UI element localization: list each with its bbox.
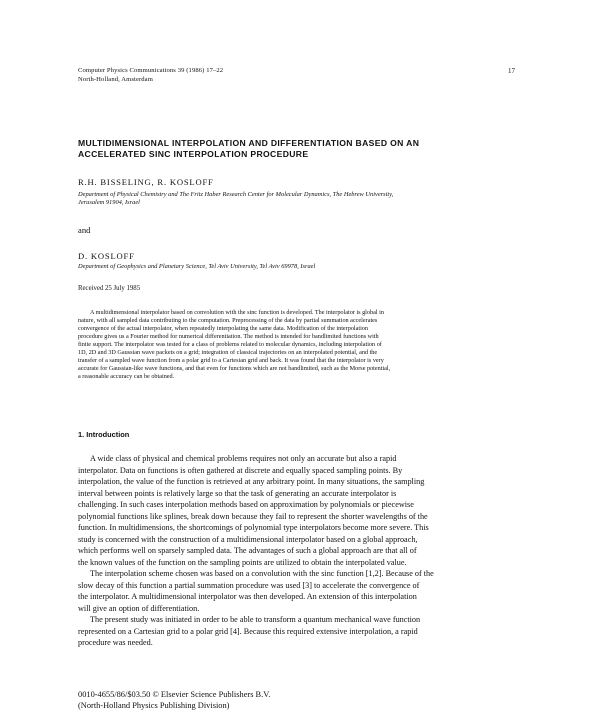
received-date: Received 25 July 1985 [78, 285, 141, 292]
body-line: slow decay of this function a partial summation procedure was used [3] to accelerate the convergence of [78, 580, 420, 590]
abstract-line: nature, with all sampled data contributing to the computation. Preprocessing of the data by partial summation accelerates [78, 317, 378, 324]
body-line: function. In multidimensions, the shortcomings of polynomial type interpolators become more severe. This [78, 523, 429, 532]
section-body [78, 453, 514, 649]
article-title [78, 138, 538, 160]
author-affiliation: Department of Geophysics and Planetary Science, Tel Aviv University, Tel Aviv 69978, Israel [78, 263, 316, 270]
abstract-line: 1D, 2D and 3D Gaussian wave packets on a grid; integration of classical trajectories on an interpolated potential, and the [78, 349, 378, 356]
abstract-line: transfer of a sampled wave function from a polar grid to a Cartesian grid and back. It was found that the interpolator is very [78, 357, 384, 364]
body-line: represented on a Cartesian grid to a polar grid [4]. Because this required extensive interpolation, a rapid [78, 626, 418, 636]
paragraph [78, 614, 514, 649]
paragraph [78, 453, 514, 568]
abstract-line: procedure gives us a Fourier method for numerical differentiation. The method is intended for bandlimited functions with [78, 333, 379, 340]
journal-citation: Computer Physics Communications 39 (1986) 17–22 [78, 67, 224, 74]
body-line: A wide class of physical and chemical problems requires not only an accurate but also a rapid [90, 454, 397, 463]
body-line: study is concerned with the construction of a multidimensional interpolator based on a global approach, [78, 534, 418, 544]
title-line: ACCELERATED SINC INTERPOLATION PROCEDURE [78, 149, 309, 159]
abstract-line: convergence of the actual interpolator, when repeatedly interpolating the same data. Modification of the interpolation [78, 325, 368, 332]
publisher-division: (North-Holland Physics Publishing Division) [78, 701, 230, 710]
title-line: MULTIDIMENSIONAL INTERPOLATION AND DIFFERENTIATION BASED ON AN [78, 138, 420, 148]
abstract-line: finite support. The interpolator was tested for a class of problems related to molecular dynamics, including interpolation of [78, 341, 382, 348]
page-number: 17 [508, 67, 515, 75]
body-line: challenging. In such cases interpolation methods based on approximation by polynomials or piecewise [78, 500, 414, 509]
affiliation-line: Jerusalem 91904, Israel [78, 199, 140, 206]
author-affiliation [78, 191, 528, 207]
body-line: the known values of the function on the sampling points are utilized to obtain the interpolated value. [78, 557, 407, 567]
publisher-line: North-Holland, Amsterdam [78, 76, 153, 83]
body-line: the interpolator. A multidimensional interpolator was then developed. An extension of this interpolation [78, 592, 417, 601]
paragraph [78, 568, 514, 614]
body-line: interpolation, the value of the function is retrieved at any arbitrary point. In many situations, the sampling [78, 477, 425, 486]
body-line: The present study was initiated in order to be able to transform a quantum mechanical wave function [90, 615, 421, 624]
copyright-notice: 0010-4655/86/$03.50 © Elsevier Science Publishers B.V. [78, 690, 271, 699]
author-conjunction: and [78, 225, 91, 235]
body-line: which performs well on sparsely sampled data. The advantages of such a global approach are that all of [78, 546, 417, 555]
abstract-line: accurate for Gaussian-like wave functions, and that even for functions which are not bandlimited, such as the Morse potential, [78, 365, 391, 372]
body-line: polynomial functions like splines, break down because they fail to represent the shorter wavelengths of the [78, 511, 428, 521]
abstract [78, 309, 514, 381]
abstract-line: a reasonable accuracy can be obtained. [78, 373, 175, 380]
body-line: interval between points is relatively large so that the task of generating an accurate interpolator is [78, 488, 397, 498]
body-line: interpolator. Data on functions is often gathered at discrete and equally spaced sampling points. By [78, 465, 403, 475]
author-list: R.H. BISSELING, R. KOSLOFF [78, 177, 214, 187]
section-heading: 1. Introduction [78, 430, 130, 439]
body-line: procedure was needed. [78, 638, 153, 647]
author-list: D. KOSLOFF [78, 251, 135, 261]
body-line: will give an option of differentiation. [78, 603, 200, 613]
body-line: The interpolation scheme chosen was based on a convolution with the sinc function [1,2]. Because of the [90, 569, 434, 578]
abstract-line: A multidimensional interpolator based on convolution with the sinc function is developed. The interpolator is global in [90, 309, 384, 316]
affiliation-line: Department of Physical Chemistry and The Fritz Haber Research Center for Molecular Dynamics, The Hebrew University, [78, 191, 394, 198]
